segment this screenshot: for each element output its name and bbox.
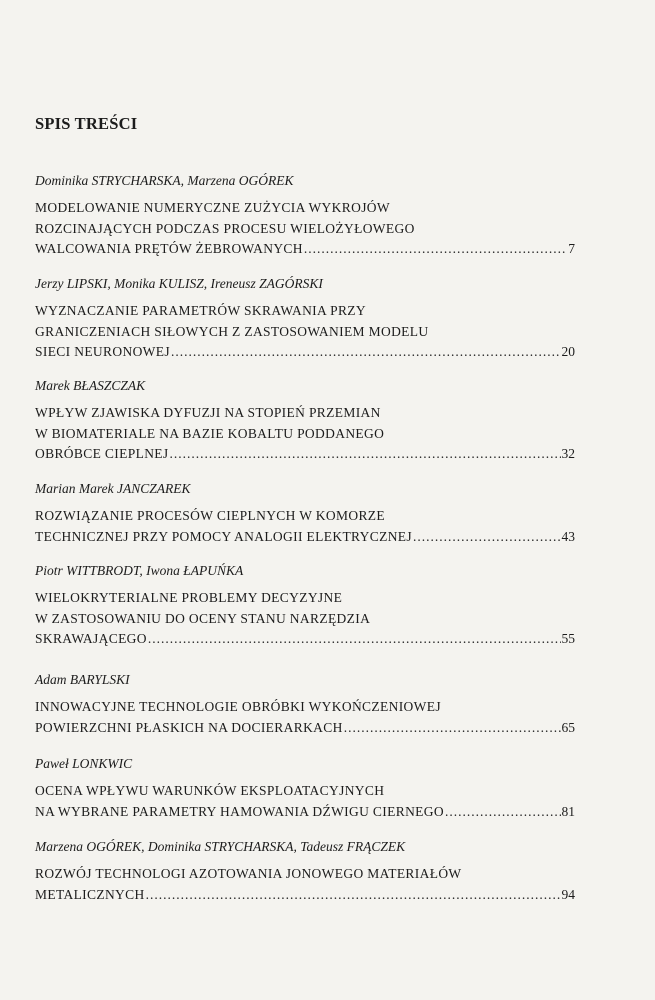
dot-leader [445,802,561,823]
entry-title-line: GRANICZENIACH SIŁOWYCH Z ZASTOSOWANIEM MODELU [35,323,429,339]
entry-title-line: ROZWIĄZANIE PROCESÓW CIEPLNYCH W KOMORZE [35,508,385,523]
entry-title-line: NA WYBRANE PARAMETRY HAMOWANIA DŹWIGU CIERNEGO [35,803,444,819]
entry-title-last-line [35,629,575,650]
entry-page-number: 55 [561,631,575,646]
entry-authors: Dominika STRYCHARSKA, Marzena OGÓREK [35,173,294,188]
dot-leader [413,527,561,548]
entry-authors: Marzena OGÓREK, Dominika STRYCHARSKA, Tadeusz FRĄCZEK [35,839,406,854]
entry-title-last-line [35,802,575,823]
toc-entry [35,171,575,260]
entry-title-last-line [35,885,575,906]
entry-title-line: WYZNACZANIE PARAMETRÓW SKRAWANIA PRZY [35,303,367,318]
entry-page-number: 43 [561,528,575,544]
entry-title-last-line [35,239,575,260]
entry-title-line: ROZWÓJ TECHNOLOGI AZOTOWANIA JONOWEGO MATERIAŁÓW [35,866,462,881]
entry-title-line: MODELOWANIE NUMERYCZNE ZUŻYCIA WYKROJÓW [35,200,390,215]
toc-entry [35,837,575,905]
entry-title-line: WALCOWANIA PRĘTÓW ŻEBROWANYCH [35,241,303,256]
entry-authors: Marek BŁASZCZAK [35,378,146,393]
entry-title-line: SIECI NEURONOWEJ [35,344,170,359]
dot-leader [148,629,561,650]
entry-title-line: W BIOMATERIALE NA BAZIE KOBALTU PODDANEGO [35,425,385,441]
entry-page-number: 65 [561,719,575,735]
entry-authors: Paweł LONKWIC [35,756,133,771]
entry-page-number: 32 [561,446,575,461]
dot-leader [304,239,567,260]
entry-title-last-line [35,342,575,363]
page-title: SPIS TREŚCI [35,114,138,133]
entry-title-last-line [35,527,575,548]
toc-entry [35,376,575,465]
entry-title-line: ROZCINAJĄCYCH PODCZAS PROCESU WIELOŻYŁOWEGO [35,220,415,236]
entry-title-line: POWIERZCHNI PŁASKICH NA DOCIERARKACH [35,719,343,735]
entry-title-line: TECHNICZNEJ PRZY POMOCY ANALOGII ELEKTRYCZNEJ [35,528,412,544]
toc-entry [35,274,575,363]
entry-title-line: WIELOKRYTERIALNE PROBLEMY DECYZYJNE [35,590,343,605]
toc-entry [35,670,575,738]
entry-title-line: METALICZNYCH [35,886,145,902]
entry-page-number: 94 [561,886,575,902]
entry-title-last-line [35,718,575,739]
entry-title-line: OCENA WPŁYWU WARUNKÓW EKSPLOATACYJNYCH [35,783,385,798]
entry-page-number: 7 [568,241,575,256]
entry-title-line: W ZASTOSOWANIU DO OCENY STANU NARZĘDZIA [35,610,371,626]
entry-authors: Jerzy LIPSKI, Monika KULISZ, Ireneusz ZAGÓRSKI [35,276,323,291]
entry-title-line: WPŁYW ZJAWISKA DYFUZJI NA STOPIEŃ PRZEMIAN [35,405,381,420]
dot-leader [171,342,561,363]
entry-authors: Adam BARYLSKI [35,672,130,687]
entry-page-number: 81 [561,803,575,819]
dot-leader [170,444,561,465]
entry-title-line: INNOWACYJNE TECHNOLOGIE OBRÓBKI WYKOŃCZENIOWEJ [35,699,441,714]
toc-entry [35,754,575,822]
dot-leader [344,718,561,739]
entry-title-line: OBRÓBCE CIEPLNEJ [35,446,169,461]
dot-leader [146,885,561,906]
entry-authors: Piotr WITTBRODT, Iwona ŁAPUŃKA [35,563,244,578]
toc-entry [35,479,575,547]
entry-title-line: SKRAWAJĄCEGO [35,631,147,646]
entry-authors: Marian Marek JANCZAREK [35,481,191,496]
toc-entry [35,561,575,650]
entry-title-last-line [35,444,575,465]
entry-page-number: 20 [561,344,575,359]
